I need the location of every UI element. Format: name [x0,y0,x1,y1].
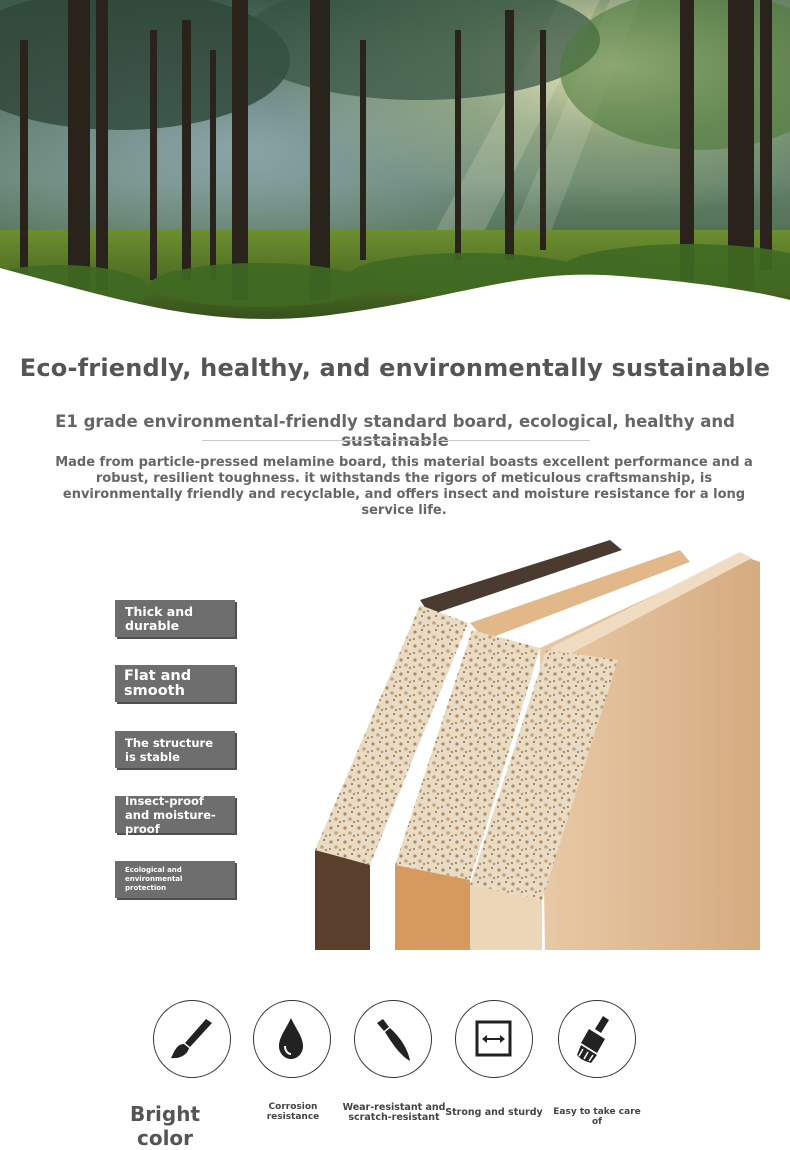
board-samples-image [300,530,770,960]
property-label-wear: Wear-resistant and scratch-resistant [342,1102,446,1123]
feature-label-ecological: Ecological and environmental protection [115,861,235,898]
property-label-strong: Strong and sturdy [445,1107,543,1118]
knife-icon [354,1000,432,1078]
feature-label-thick: Thick and durable [115,600,235,637]
cleaning-brush-icon [558,1000,636,1078]
water-drop-icon [253,1000,331,1078]
product-description: Made from particle-pressed melamine board, this material boasts excellent performance and a robust, resilient toughness. it withstands the rigors of meticulous craftsmanship, is environmentally friendly and recyclable, and offers insect and moisture resistance for a long service life. [55,455,753,518]
feature-label-insect-proof: Insect-proof and moisture-proof [115,796,235,833]
property-label-care: Easy to take care of [553,1107,641,1127]
paintbrush-icon [153,1000,231,1078]
property-label-bright-color: Bright color [129,1102,201,1150]
divider [202,440,590,441]
feature-label-flat: Flat and smooth [115,665,235,702]
forest-hero-image [0,0,790,330]
property-label-corrosion: Corrosion resistance [266,1102,320,1122]
feature-label-stable: The structure is stable [115,731,235,768]
frame-arrows-icon [455,1000,533,1078]
page-subtitle: E1 grade environmental-friendly standard board, ecological, healthy and sustainable [55,412,735,450]
page-title: Eco-friendly, healthy, and environmentally sustainable [19,354,771,382]
